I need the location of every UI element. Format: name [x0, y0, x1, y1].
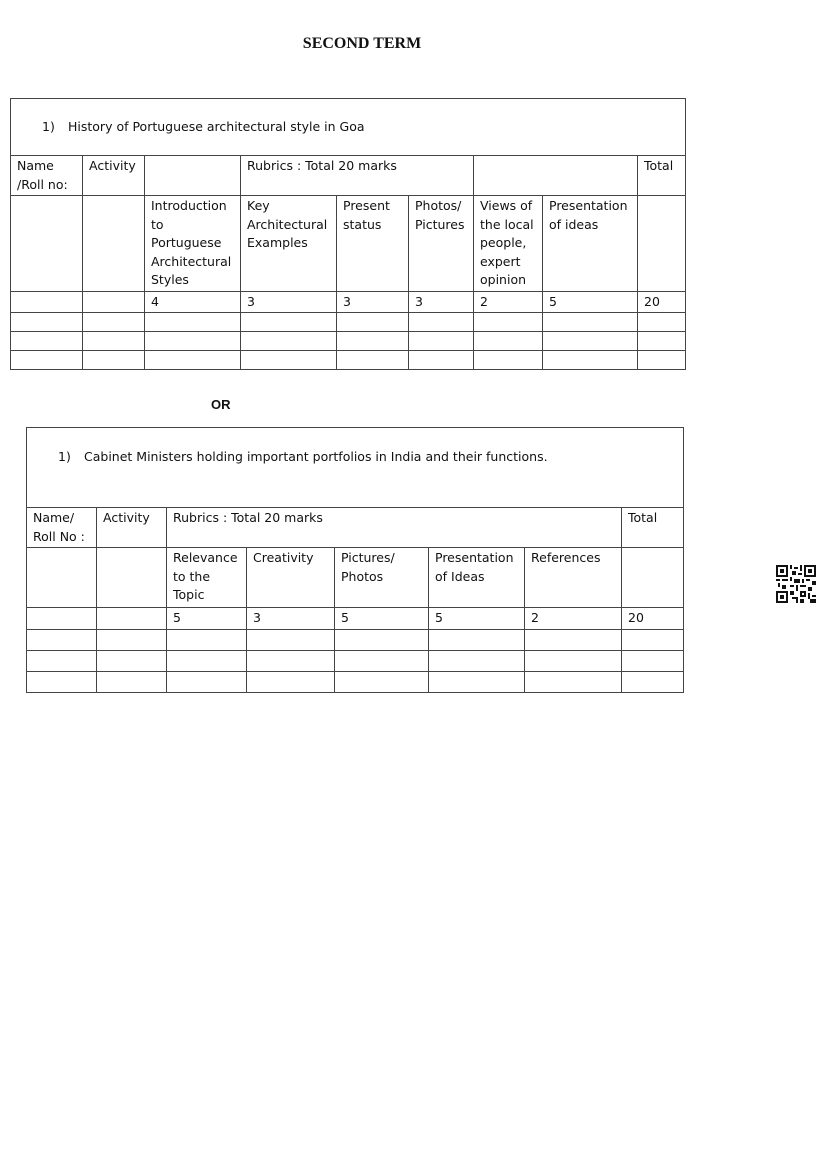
criterion-label: Key Architectural Examples	[241, 196, 337, 292]
total-header: Total	[622, 508, 684, 548]
criterion-marks: 3	[241, 291, 337, 313]
empty-cell	[11, 196, 83, 292]
criterion-marks: 2	[474, 291, 543, 313]
header-row	[11, 156, 686, 196]
empty-cell	[83, 291, 145, 313]
criterion-marks: 5	[167, 608, 247, 630]
criterion-marks: 5	[335, 608, 429, 630]
rubric-table-portuguese-architecture	[10, 98, 686, 370]
marks-row	[27, 608, 684, 630]
criterion-label: Present status	[337, 196, 409, 292]
or-separator: OR	[211, 397, 231, 412]
name-roll-header: Name/ Roll No :	[27, 508, 97, 548]
rubrics-header: Rubrics : Total 20 marks	[167, 508, 622, 548]
page-title: SECOND TERM	[302, 35, 422, 52]
blank-row	[11, 332, 686, 351]
criterion-marks: 5	[543, 291, 638, 313]
criterion-marks: 3	[247, 608, 335, 630]
empty-cell	[622, 548, 684, 608]
blank-row	[27, 671, 684, 692]
rubrics-header: Rubrics : Total 20 marks	[241, 156, 474, 196]
blank-row	[27, 629, 684, 650]
activity-header: Activity	[97, 508, 167, 548]
empty-cell	[27, 548, 97, 608]
empty-cell	[11, 291, 83, 313]
criterion-label: Presentation of ideas	[543, 196, 638, 292]
table-heading	[11, 99, 686, 156]
marks-row	[11, 291, 686, 313]
empty-cell	[97, 548, 167, 608]
criterion-marks: 3	[337, 291, 409, 313]
heading-text: Cabinet Ministers holding important portfolios in India and their functions.	[84, 449, 548, 464]
qr-code-icon	[776, 565, 816, 603]
criterion-marks: 3	[409, 291, 474, 313]
empty-cell	[97, 608, 167, 630]
criteria-row	[27, 548, 684, 608]
table-heading-row	[27, 428, 684, 508]
criterion-marks: 2	[525, 608, 622, 630]
empty-cell	[83, 196, 145, 292]
table-heading-row	[11, 99, 686, 156]
heading-number: 1)	[42, 118, 55, 134]
criterion-label: Photos/ Pictures	[409, 196, 474, 292]
blank-row	[27, 650, 684, 671]
criterion-marks: 5	[429, 608, 525, 630]
criterion-label: Pictures/ Photos	[335, 548, 429, 608]
empty-cell	[638, 196, 686, 292]
heading-number: 1)	[58, 449, 71, 464]
blank-row	[11, 351, 686, 370]
criterion-label: Relevance to the Topic	[167, 548, 247, 608]
total-marks: 20	[622, 608, 684, 630]
name-roll-header: Name /Roll no:	[11, 156, 83, 196]
table-heading	[27, 428, 684, 508]
criterion-label: Introduction to Portuguese Architectural Styles	[145, 196, 241, 292]
criterion-label: References	[525, 548, 622, 608]
activity-header: Activity	[83, 156, 145, 196]
rubric-table-cabinet-ministers	[26, 427, 684, 693]
heading-text: History of Portuguese architectural style in Goa	[68, 118, 365, 134]
blank-header	[474, 156, 638, 196]
blank-header	[145, 156, 241, 196]
empty-cell	[27, 608, 97, 630]
criterion-label: Creativity	[247, 548, 335, 608]
header-row	[27, 508, 684, 548]
criteria-row	[11, 196, 686, 292]
criterion-marks: 4	[145, 291, 241, 313]
criterion-label: Views of the local people, expert opinion	[474, 196, 543, 292]
blank-row	[11, 313, 686, 332]
total-marks: 20	[638, 291, 686, 313]
total-header: Total	[638, 156, 686, 196]
criterion-label: Presentation of Ideas	[429, 548, 525, 608]
